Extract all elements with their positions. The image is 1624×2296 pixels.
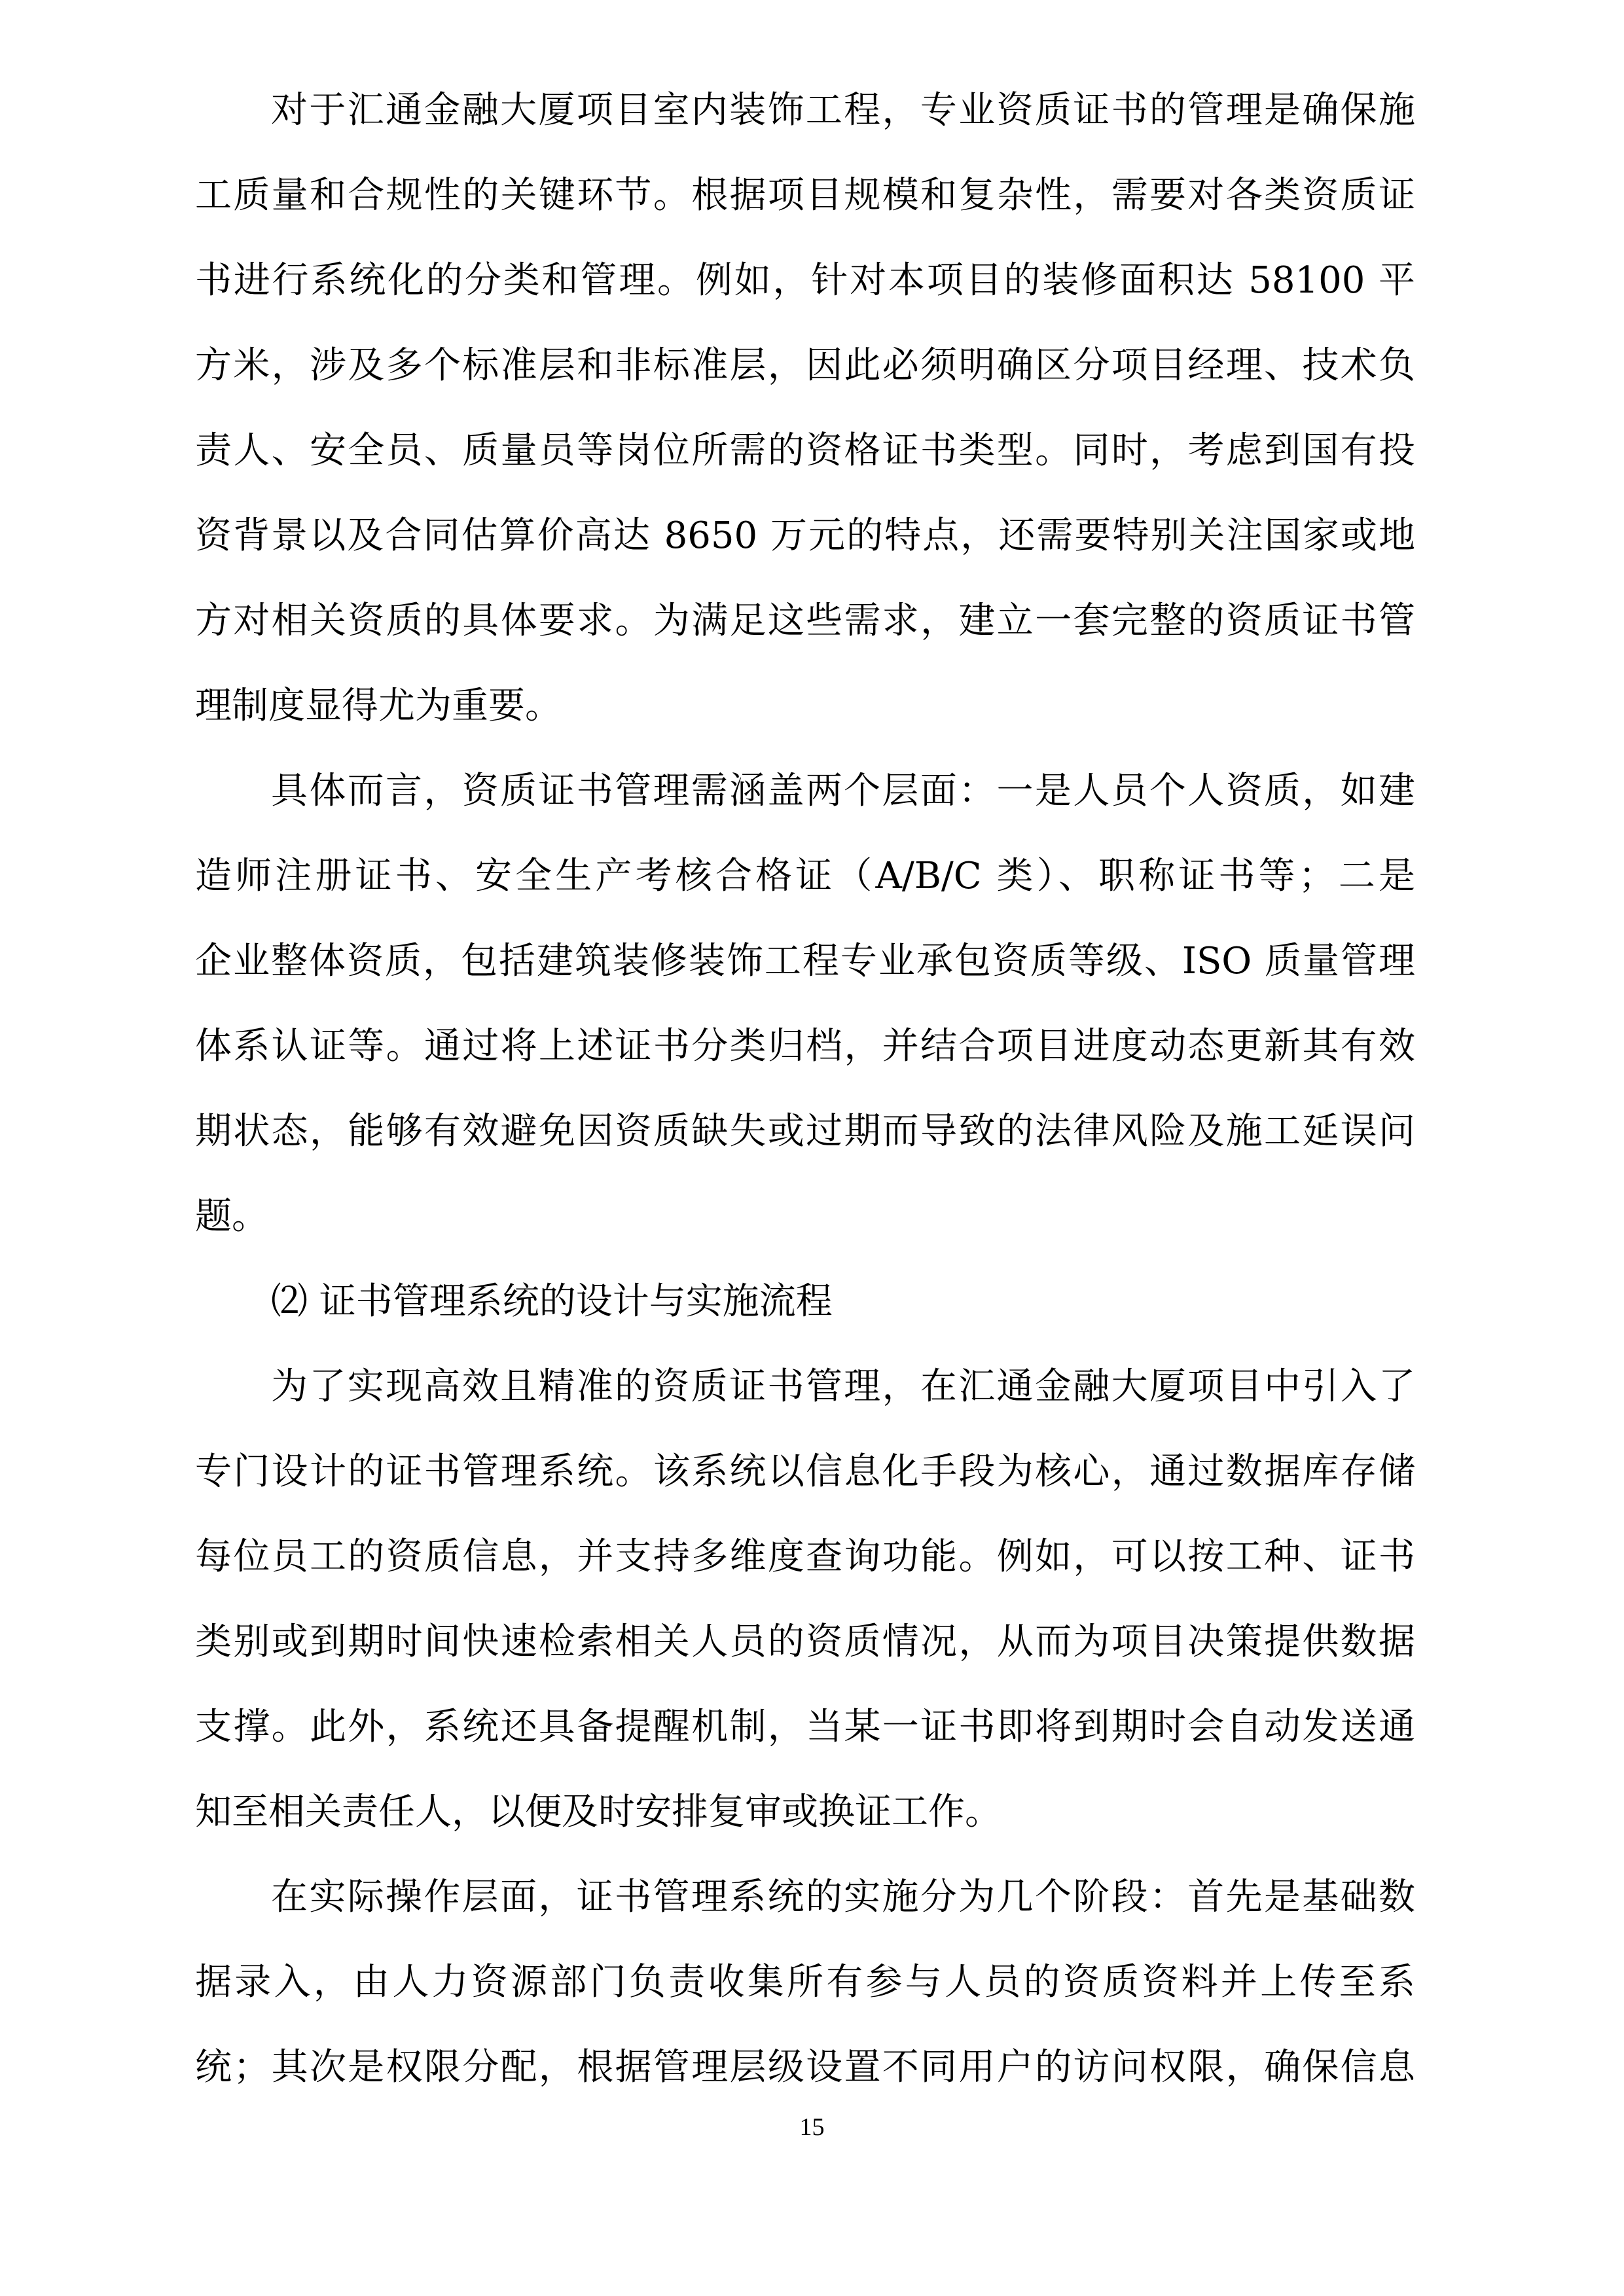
- text-line: 资背景以及合同估算价高达 8650 万元的特点，还需要特别关注国家或地: [195, 514, 1415, 557]
- text-line: 体系认证等。通过将上述证书分类归档，并结合项目进度动态更新其有效: [195, 1025, 1415, 1067]
- text-line: 专门设计的证书管理系统。该系统以信息化手段为核心，通过数据库存储: [195, 1450, 1415, 1493]
- text-line: 造师注册证书、安全生产考核合格证（A/B/C 类）、职称证书等；二是: [195, 855, 1415, 897]
- page-number: 15: [799, 2113, 825, 2141]
- text-line: 知至相关责任人，以便及时安排复审或换证工作。: [195, 1791, 1001, 1833]
- paragraph-3: [195, 1344, 1415, 1855]
- text-line: 工质量和合规性的关键环节。根据项目规模和复杂性，需要对各类资质证: [195, 174, 1415, 217]
- text-line: 支撑。此外，系统还具备提醒机制，当某一证书即将到期时会自动发送通: [195, 1706, 1415, 1748]
- text-line: 类别或到期时间快速检索相关人员的资质情况，从而为项目决策提供数据: [195, 1621, 1415, 1663]
- section-heading: ⑵ 证书管理系统的设计与实施流程: [271, 1280, 833, 1323]
- paragraph-2: [195, 749, 1415, 1259]
- text-line: 统；其次是权限分配，根据管理层级设置不同用户的访问权限，确保信息: [195, 2046, 1415, 2089]
- text-line: 理制度显得尤为重要。: [195, 685, 562, 727]
- text-line: 企业整体资质，包括建筑装修装饰工程专业承包资质等级、ISO 质量管理: [195, 940, 1415, 982]
- text-line: 对于汇通金融大厦项目室内装饰工程，专业资质证书的管理是确保施: [271, 89, 1415, 132]
- text-line: 期状态，能够有效避免因资质缺失或过期而导致的法律风险及施工延误问: [195, 1110, 1415, 1153]
- text-line: 方对相关资质的具体要求。为满足这些需求，建立一套完整的资质证书管: [195, 600, 1415, 642]
- text-line: 每位员工的资质信息，并支持多维度查询功能。例如，可以按工种、证书: [195, 1535, 1415, 1578]
- text-line: 具体而言，资质证书管理需涵盖两个层面：一是人员个人资质，如建: [271, 770, 1415, 812]
- paragraph-1: [195, 68, 1415, 749]
- text-line: 责人、安全员、质量员等岗位所需的资格证书类型。同时，考虑到国有投: [195, 429, 1415, 472]
- text-line: 书进行系统化的分类和管理。例如，针对本项目的装修面积达 58100 平: [195, 259, 1415, 302]
- text-line: 为了实现高效且精准的资质证书管理，在汇通金融大厦项目中引入了: [271, 1365, 1415, 1408]
- text-line: 据录入，由人力资源部门负责收集所有参与人员的资质资料并上传至系: [195, 1961, 1415, 2003]
- body-text: [195, 68, 1415, 2110]
- text-line: 题。: [195, 1195, 268, 1238]
- text-line: 方米，涉及多个标准层和非标准层，因此必须明确区分项目经理、技术负: [195, 344, 1415, 387]
- text-line: 在实际操作层面，证书管理系统的实施分为几个阶段：首先是基础数: [271, 1876, 1415, 1918]
- paragraph-4: [195, 1855, 1415, 2110]
